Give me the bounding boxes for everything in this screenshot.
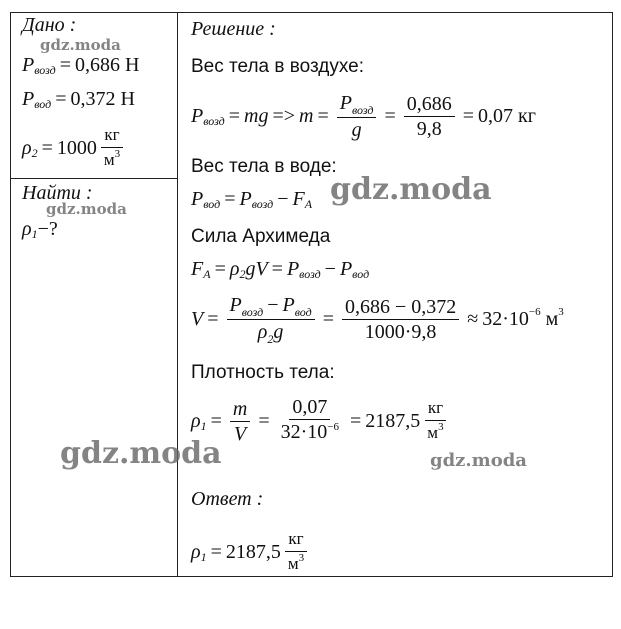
equation-mass: P возд = mg => m = $\frac{P_{возд}}{g}$ = $\frac{0,686}{9,8}$ = 0,07 кг	[191, 92, 536, 141]
label-weight-air: Вес тела в воздухе:	[191, 56, 364, 77]
label-weight-water: Вес тела в воде:	[191, 156, 337, 177]
equation-water-weight: P вод = P возд − F A	[191, 188, 313, 211]
equation-archimedes: F A = ρ 2 gV = P возд − P вод	[191, 258, 370, 281]
label-density: Плотность тела:	[191, 362, 335, 383]
watermark: gdz.moda	[40, 36, 121, 54]
find-header: Найти :	[22, 182, 93, 204]
given-p-water: P вод = 0,372 Н	[22, 88, 135, 111]
answer-header: Ответ :	[191, 488, 264, 510]
watermark: gdz.moda	[60, 436, 222, 471]
row-divider	[11, 178, 177, 179]
column-divider	[177, 13, 178, 576]
equation-volume: V = $\frac{P_{возд} - P_{вод}}{\rho_2g}$ = $\frac{0,686 - 0,372}{1000\cdot 9,8}$ ≈ 32·10 −6 м 3	[191, 294, 564, 346]
watermark: gdz.moda	[330, 172, 492, 207]
label-archimedes: Сила Архимеда	[191, 226, 331, 247]
answer-value: ρ 1 = 2187,5 $\frac{кг}{м^3}$	[191, 528, 311, 577]
watermark: gdz.moda	[46, 200, 127, 218]
given-rho2: ρ 2 = 1000 $\frac{кг}{м^3}$	[22, 124, 127, 173]
given-p-air: P возд = 0,686 Н	[22, 54, 140, 77]
given-header: Дано :	[22, 14, 77, 36]
watermark: gdz.moda	[430, 450, 527, 471]
equation-density: ρ 1 = $\frac{m}{V}$ = $\frac{0,07}{32\cdot 10^{-6}}$ = 2187,5 $\frac{кг}{м^3}$	[191, 396, 451, 446]
solution-header: Решение :	[191, 18, 276, 40]
find-rho1: ρ 1 −?	[22, 218, 58, 241]
